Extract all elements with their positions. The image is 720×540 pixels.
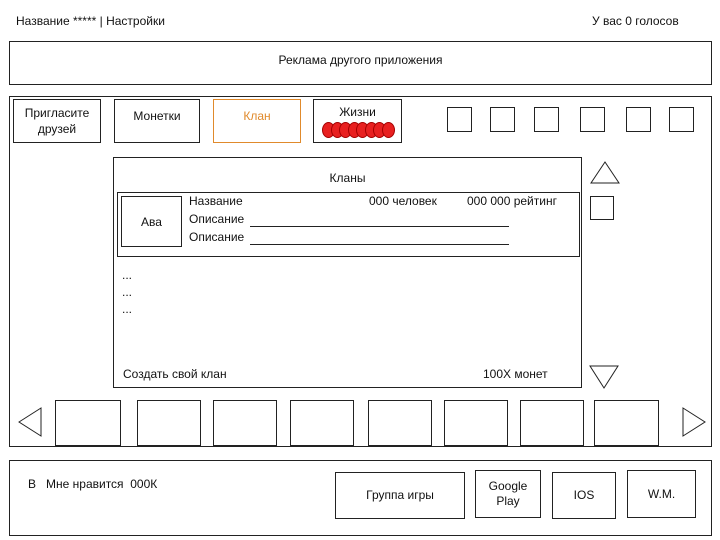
clans-heading: Кланы bbox=[329, 171, 366, 185]
item-slot[interactable] bbox=[626, 107, 651, 132]
tab-invite-friends[interactable]: Пригласите друзей bbox=[13, 99, 101, 143]
page-title: Название ***** | Настройки bbox=[16, 14, 165, 28]
clan-members-count: 000 человек bbox=[369, 194, 437, 208]
triangle-down-icon[interactable] bbox=[588, 364, 620, 390]
tab-lives[interactable]: Жизни bbox=[313, 99, 402, 143]
item-slot[interactable] bbox=[447, 107, 472, 132]
carousel-item[interactable] bbox=[368, 400, 432, 446]
description-underline bbox=[250, 244, 509, 245]
create-clan-price: 100Х монет bbox=[483, 367, 548, 381]
carousel-item[interactable] bbox=[290, 400, 354, 446]
list-ellipsis: ... bbox=[122, 302, 133, 316]
wm-button[interactable]: W.M. bbox=[627, 470, 696, 518]
triangle-up-icon[interactable] bbox=[589, 160, 621, 186]
clan-avatar: Ава bbox=[121, 196, 182, 247]
carousel-item[interactable] bbox=[55, 400, 121, 446]
description-underline bbox=[250, 226, 509, 227]
ad-banner-text: Реклама другого приложения bbox=[278, 53, 443, 67]
carousel-item[interactable] bbox=[137, 400, 201, 446]
clan-name-label: Название bbox=[189, 194, 243, 208]
clan-description-label: Описание bbox=[189, 212, 245, 226]
ios-button[interactable]: IOS bbox=[552, 472, 616, 519]
tab-coins[interactable]: Монетки bbox=[114, 99, 200, 143]
ad-banner[interactable] bbox=[9, 41, 712, 85]
google-play-button[interactable]: Google Play bbox=[475, 470, 541, 518]
carousel-item[interactable] bbox=[520, 400, 584, 446]
triangle-right-icon[interactable] bbox=[681, 406, 707, 438]
list-ellipsis: ... bbox=[122, 268, 133, 282]
triangle-left-icon[interactable] bbox=[17, 406, 43, 438]
create-clan-button[interactable]: Создать свой клан bbox=[123, 367, 227, 381]
like-counter[interactable]: В Мне нравится 000К bbox=[28, 477, 158, 491]
scroll-thumb[interactable] bbox=[590, 196, 614, 220]
item-slot[interactable] bbox=[580, 107, 605, 132]
clan-rating: 000 000 рейтинг bbox=[467, 194, 557, 208]
game-group-button[interactable]: Группа игры bbox=[335, 472, 465, 519]
carousel-item[interactable] bbox=[594, 400, 659, 446]
carousel-item[interactable] bbox=[444, 400, 508, 446]
list-ellipsis: ... bbox=[122, 285, 133, 299]
lives-indicator bbox=[322, 122, 395, 138]
life-heart-icon bbox=[382, 122, 395, 138]
item-slot[interactable] bbox=[534, 107, 559, 132]
tab-clan[interactable]: Клан bbox=[213, 99, 301, 143]
clan-description-label: Описание bbox=[189, 230, 245, 244]
item-slot[interactable] bbox=[669, 107, 694, 132]
votes-counter: У вас 0 голосов bbox=[592, 14, 679, 28]
carousel-item[interactable] bbox=[213, 400, 277, 446]
item-slot[interactable] bbox=[490, 107, 515, 132]
